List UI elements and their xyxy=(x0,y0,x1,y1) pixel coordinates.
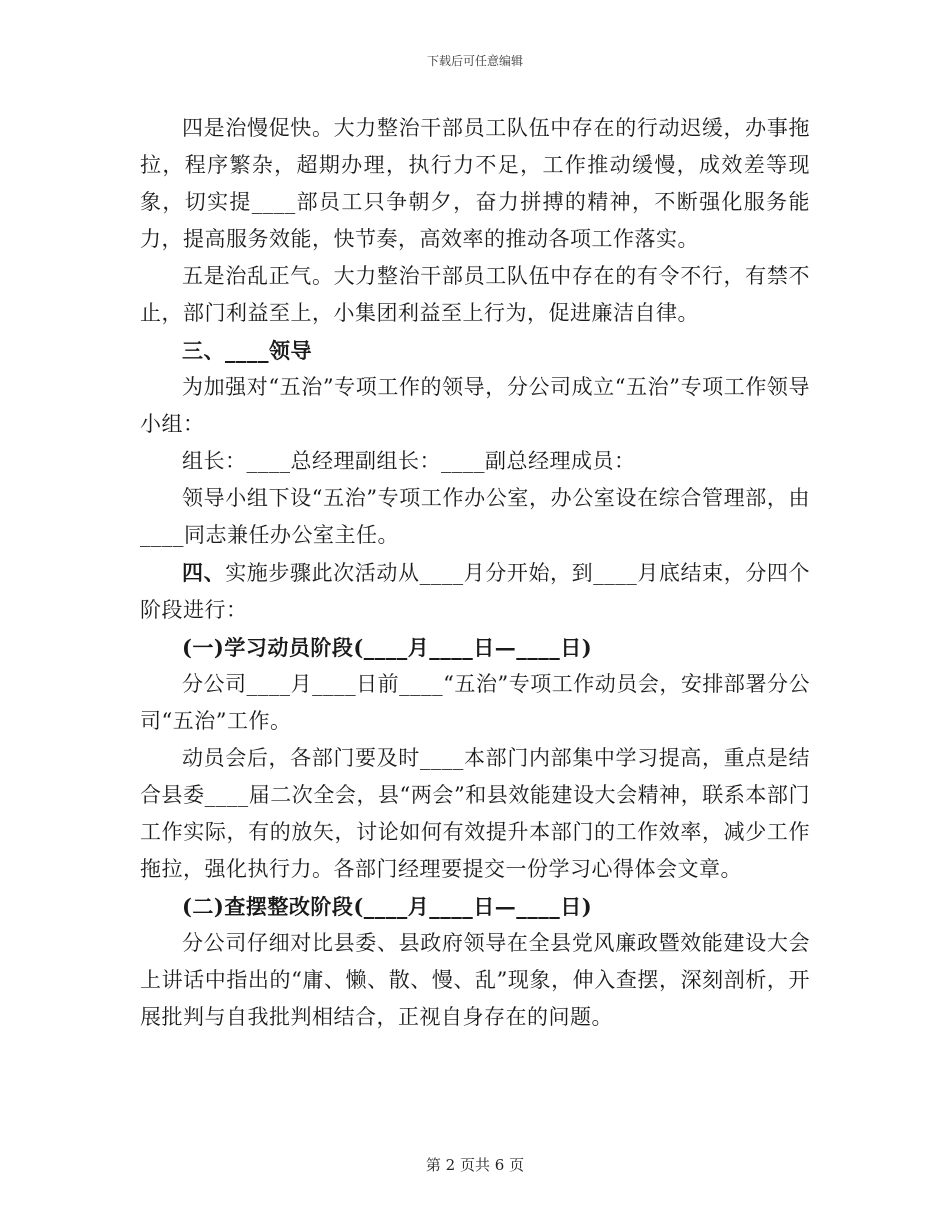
subheading-review-stage: (二)查摆整改阶段(____月____日—____日) xyxy=(182,894,593,919)
paragraph-review: 分公司仔细对比县委、县政府领导在全县党风廉政暨效能建设大会上讲话中指出的“庸、懒、散、慢、乱”现象，伸入查摆，深刻剖析，开展批判与自我批判相结合，正视自身存在的问题。 xyxy=(140,931,810,1029)
paragraph-zhi-luan: 五是治乱正气。大力整治干部员工队伍中存在的有令不行，有禁不止，部门利益至上，小集团利益至上行为，促进廉洁自律。 xyxy=(140,264,810,325)
page-footer: 第 2 页共 6 页 xyxy=(425,1156,525,1174)
paragraph-office: 领导小组下设“五治”专项工作办公室，办公室设在综合管理部，由____同志兼任办公室主任。 xyxy=(140,486,810,547)
paragraph-mobilization-meeting: 分公司____月____日前____“五治”专项工作动员会，安排部署分公司“五治”工作。 xyxy=(140,672,810,733)
paragraph-leadership-intro: 为加强对“五治”专项工作的领导，分公司成立“五治”专项工作领导小组： xyxy=(140,375,810,436)
subheading-study-stage: (一)学习动员阶段(____月____日—____日) xyxy=(182,635,593,660)
paragraph-zhi-man: 四是治慢促快。大力整治干部员工队伍中存在的行动迟缓，办事拖拉，程序繁杂，超期办理，执行力不足，工作推动缓慢，成效差等现象，切实提____部员工只争朝夕，奋力拼搏的精神，不断强化服务能力，提高服务效能，快节奏，高效率的推动各项工作落实。 xyxy=(140,116,810,251)
section-heading-leadership: 三、____领导 xyxy=(182,338,312,363)
section-lead-four: 四、 xyxy=(182,560,226,585)
paragraph-group-members: 组长：____总经理副组长：____副总经理成员： xyxy=(182,449,636,473)
paragraph-implementation-text: 实施步骤此次活动从____月分开始，到____月底结束，分四个阶段进行： xyxy=(140,561,811,622)
paragraph-after-meeting: 动员会后，各部门要及时____本部门内部集中学习提高，重点是结合县委____届二次全会，县“两会”和县效能建设大会精神，联系本部门工作实际，有的放矢，讨论如何有效提升本部门的工作效率，减少工作拖拉，强化执行力。各部门经理要提交一份学习心得体会文章。 xyxy=(140,746,810,881)
document-body xyxy=(140,110,810,1036)
paragraph-implementation xyxy=(140,554,810,629)
page-header: 下载后可任意编辑 xyxy=(426,54,523,68)
